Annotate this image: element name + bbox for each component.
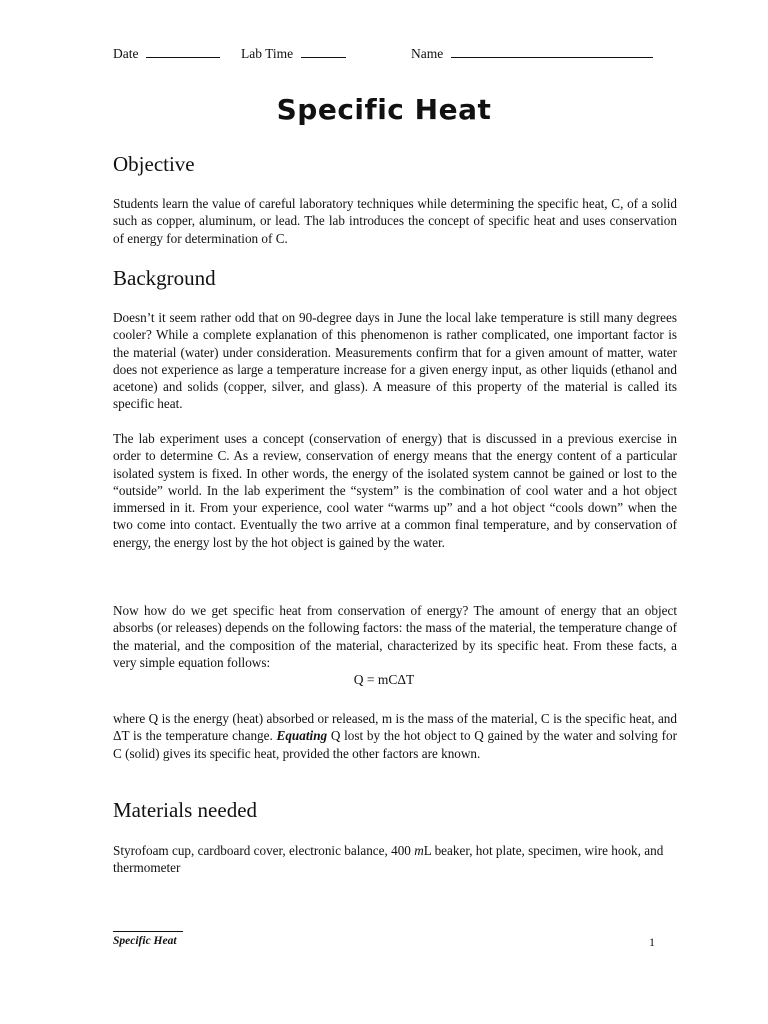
name-field: [411, 45, 653, 62]
date-blank: [146, 45, 220, 58]
specific-heat-equation: Q = mCΔT: [353, 672, 415, 687]
page-number: 1: [649, 935, 655, 949]
background-paragraph-2: The lab experiment uses a concept (conservation of energy) that is discussed in a previous exercise in order to determine C. As a review, conservation of energy means that the energy content of a particular isolated system is fixed. In other words, the energy of the isolated system cannot be gained or lost to the “outside” world. In the lab experiment the “system” is the combination of cool water and a hot object immersed in it. From your experience, cool water “warms up” and a hot object “cools down” when the two come into contact. Eventually the two arrive at a common final temperature, and by conservation of energy, the energy lost by the hot object is gained by the water.: [113, 431, 677, 550]
materials-text: [113, 842, 673, 877]
background-paragraph-3: Now how do we get specific heat from conservation of energy? The amount of energy that an object absorbs (or releases) depends on the following factors: the mass of the material, the temperature change of the material, and the composition of the material, characterized by its specific heat. From these facts, a very simple equation follows:: [113, 603, 677, 670]
page-title: Specific Heat: [276, 93, 492, 126]
background-heading: Background: [113, 266, 216, 290]
footer-title: Specific Heat: [113, 935, 177, 947]
p4-text-before: where Q is the energy (heat) absorbed or released, m is the mass of the material, C is the specific heat, and ΔT is the temperature change.: [113, 711, 677, 744]
date-field: [113, 45, 241, 62]
materials-unit-prefix: m: [414, 843, 424, 858]
background-paragraph-1: Doesn’t it seem rather odd that on 90-degree days in June the local lake temperature is still many degrees cooler? While a complete explanation of this phenomenon is rather complicated, one important factor is the material (water) under consideration. Measurements confirm that for a given amount of matter, water does not experience as large a temperature increase for a given energy input, as other liquids (ethanol and acetone) and solids (copper, silver, and glass). A measure of this property of the material is called its specific heat.: [113, 310, 677, 412]
date-label: Date: [113, 46, 139, 61]
footer-rule: [113, 931, 183, 932]
background-paragraph-4: [113, 710, 677, 762]
lab-time-blank: [301, 45, 346, 58]
materials-heading: Materials needed: [113, 798, 258, 822]
p4-text-after: Q lost by the hot object to Q gained by the water and solving for C (solid) gives its specific heat, provided the other factors are known.: [113, 728, 678, 761]
lab-time-field: [241, 45, 411, 62]
lab-time-label: Lab Time: [241, 46, 294, 61]
materials-text-before: Styrofoam cup, cardboard cover, electronic balance, 400: [113, 843, 415, 858]
name-label: Name: [411, 46, 444, 61]
p4-emphasis: Equating: [276, 728, 328, 744]
name-blank: [451, 45, 653, 58]
materials-text-after: L beaker, hot plate, specimen, wire hook, and thermometer: [113, 843, 664, 876]
header-fields: [113, 45, 658, 62]
objective-text: Students learn the value of careful laboratory techniques while determining the specific heat, C, of a solid such as copper, aluminum, or lead. The lab introduces the concept of specific heat and uses conservation of energy for determination of C.: [113, 196, 677, 246]
objective-heading: Objective: [113, 152, 195, 176]
